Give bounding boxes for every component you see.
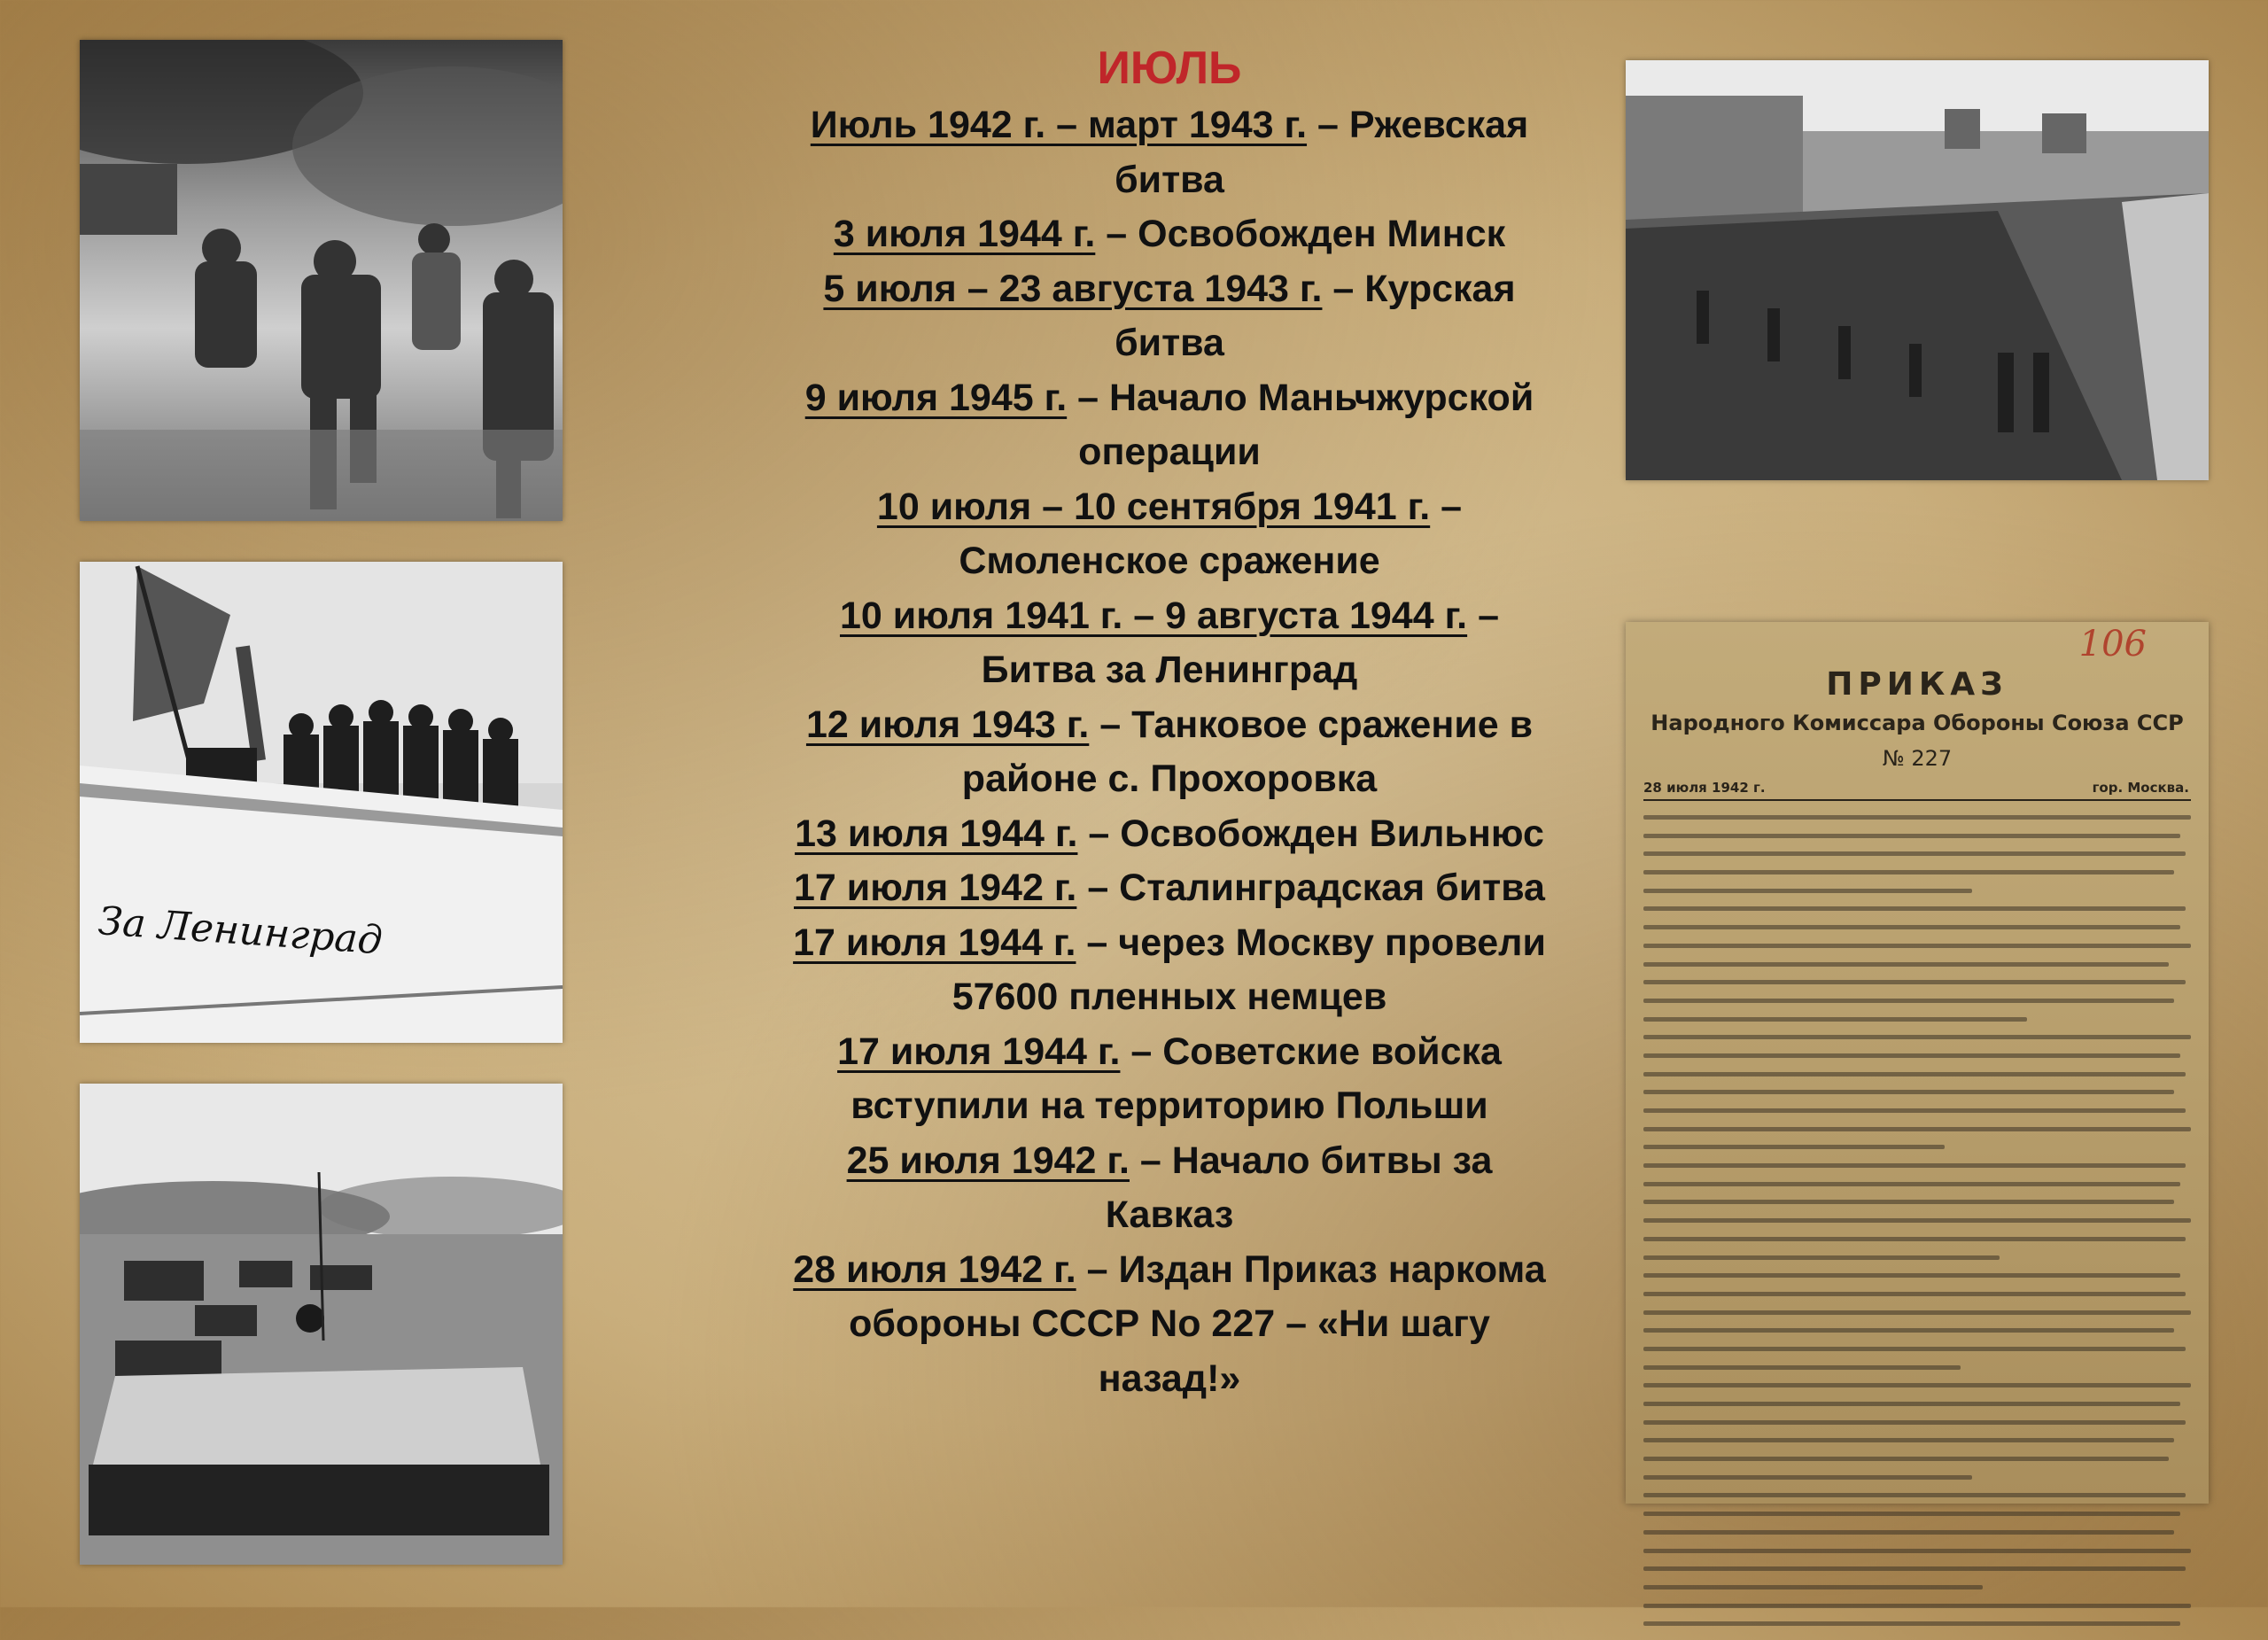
document-text-line xyxy=(1643,1402,2180,1406)
timeline-entry xyxy=(780,1134,1559,1243)
document-text-line xyxy=(1643,1365,1961,1370)
document-text-line xyxy=(1643,962,2169,967)
timeline-entry xyxy=(780,262,1559,371)
entry-text: – Смоленское сражение xyxy=(959,485,1463,582)
document-text-line xyxy=(1643,870,2174,874)
document-text-line xyxy=(1643,851,2186,856)
entry-text: – Освобожден Минск xyxy=(1095,213,1506,255)
document-text-line xyxy=(1643,1090,2174,1094)
document-text-line xyxy=(1643,1255,2000,1260)
timeline-entry xyxy=(780,916,1559,1025)
timeline-text xyxy=(780,40,1559,1406)
entry-date: 28 июля 1942 г. xyxy=(793,1247,1076,1291)
document-text-line xyxy=(1643,999,2174,1003)
entry-text: – Начало Маньчжурской операции xyxy=(1067,376,1534,473)
document-text-line xyxy=(1643,1420,2186,1425)
entry-text: – Сталинградская битва xyxy=(1076,867,1545,909)
entry-date: 10 июля – 10 сентября 1941 г. xyxy=(876,485,1431,528)
document-text-line xyxy=(1643,889,1972,893)
photo-prisoners-march-moscow xyxy=(1626,60,2209,480)
timeline-entry xyxy=(780,371,1559,480)
timeline-entry xyxy=(780,480,1559,589)
entry-date: 12 июля 1943 г. xyxy=(805,703,1090,746)
document-text-line xyxy=(1643,1273,2180,1278)
entry-text: – Курская битва xyxy=(1115,267,1516,364)
document-text-line xyxy=(1643,1328,2174,1333)
order-body-text xyxy=(1643,815,2191,1640)
photo-soldiers-attack xyxy=(80,40,563,521)
document-text-line xyxy=(1643,1621,2180,1626)
entry-text: – Ржевская битва xyxy=(1115,104,1529,201)
document-text-line xyxy=(1643,1182,2180,1186)
timeline-entry xyxy=(780,1243,1559,1407)
order-title: ПРИКАЗ xyxy=(1826,666,2008,703)
document-text-line xyxy=(1643,1108,2186,1113)
timeline-entry xyxy=(780,207,1559,262)
entry-text: – через Москву провели 57600 пленных немцев xyxy=(951,921,1546,1018)
document-text-line xyxy=(1643,1457,2169,1461)
entry-text: – Начало битвы за Кавказ xyxy=(1105,1139,1493,1236)
timeline-entry xyxy=(780,861,1559,916)
document-text-line xyxy=(1643,834,2180,838)
timeline-entries xyxy=(780,98,1559,1406)
timeline-entry xyxy=(780,1025,1559,1134)
entry-text: – Советские войска вступили на территорию Польши xyxy=(850,1030,1502,1127)
timeline-entry xyxy=(780,807,1559,862)
document-text-line xyxy=(1643,1530,2174,1535)
entry-date: 25 июля 1942 г. xyxy=(846,1139,1130,1182)
document-text-line xyxy=(1643,1017,2027,1022)
entry-text: – Издан Приказ наркома обороны СССР No 227 – «Ни шагу назад!» xyxy=(849,1247,1546,1400)
document-text-line xyxy=(1643,944,2191,948)
document-text-line xyxy=(1643,1292,2186,1296)
document-text-line xyxy=(1643,1127,2191,1131)
entry-text: – Освобожден Вильнюс xyxy=(1077,812,1544,855)
document-text-line xyxy=(1643,1310,2191,1315)
document-text-line xyxy=(1643,925,2180,929)
photo-armored-train xyxy=(80,562,563,1043)
document-text-line xyxy=(1643,1163,2186,1168)
document-text-line xyxy=(1643,1475,1972,1480)
entry-date: 3 июля 1944 г. xyxy=(833,213,1096,255)
document-text-line xyxy=(1643,1383,2191,1387)
document-text-line xyxy=(1643,1493,2186,1497)
entry-date: 17 июля 1944 г. xyxy=(793,921,1076,964)
document-text-line xyxy=(1643,1072,2186,1076)
entry-date: 17 июля 1942 г. xyxy=(794,867,1077,909)
train-inscription: За Ленинград xyxy=(97,898,384,964)
entry-text: – Танковое сражение в районе с. Прохоровка xyxy=(961,703,1534,800)
document-text-line xyxy=(1643,815,2191,820)
entry-date: 10 июля 1941 г. – 9 августа 1944 г. xyxy=(839,594,1468,637)
document-text-line xyxy=(1643,1200,2174,1204)
order-subtitle: Народного Комиссара Обороны Союза ССР xyxy=(1651,711,2184,735)
document-text-line xyxy=(1643,1053,2180,1058)
timeline-entry xyxy=(780,698,1559,807)
archive-page-number: 106 xyxy=(2078,624,2147,665)
document-text-line xyxy=(1643,1512,2180,1516)
timeline-entry xyxy=(780,589,1559,698)
entry-text: – Битва за Ленинград xyxy=(981,594,1499,691)
document-text-line xyxy=(1643,1218,2191,1223)
document-text-line xyxy=(1643,1347,2186,1351)
entry-date: 9 июля 1945 г. xyxy=(804,376,1068,419)
document-text-line xyxy=(1643,980,2186,984)
document-text-line xyxy=(1643,1145,1945,1149)
document-text-line xyxy=(1643,1438,2174,1442)
month-title: ИЮЛЬ xyxy=(1097,43,1242,94)
document-text-line xyxy=(1643,1549,2191,1553)
entry-date: 17 июля 1944 г. xyxy=(837,1030,1121,1073)
photo-tanks-field xyxy=(80,1084,563,1565)
entry-date: Июль 1942 г. – март 1943 г. xyxy=(810,104,1308,146)
entry-date: 13 июля 1944 г. xyxy=(795,812,1078,855)
order-227-document xyxy=(1626,622,2209,1504)
document-text-line xyxy=(1643,1035,2191,1039)
document-text-line xyxy=(1643,906,2186,911)
order-date: 28 июля 1942 г. xyxy=(1643,780,1766,796)
document-text-line xyxy=(1643,1237,2186,1241)
order-number: № 227 xyxy=(1882,746,1953,771)
document-text-line xyxy=(1643,1566,2186,1571)
timeline-entry xyxy=(780,98,1559,207)
document-text-line xyxy=(1643,1585,1983,1589)
order-divider xyxy=(1643,799,2191,801)
entry-date: 5 июля – 23 августа 1943 г. xyxy=(823,267,1323,310)
order-city: гор. Москва. xyxy=(2092,780,2189,796)
